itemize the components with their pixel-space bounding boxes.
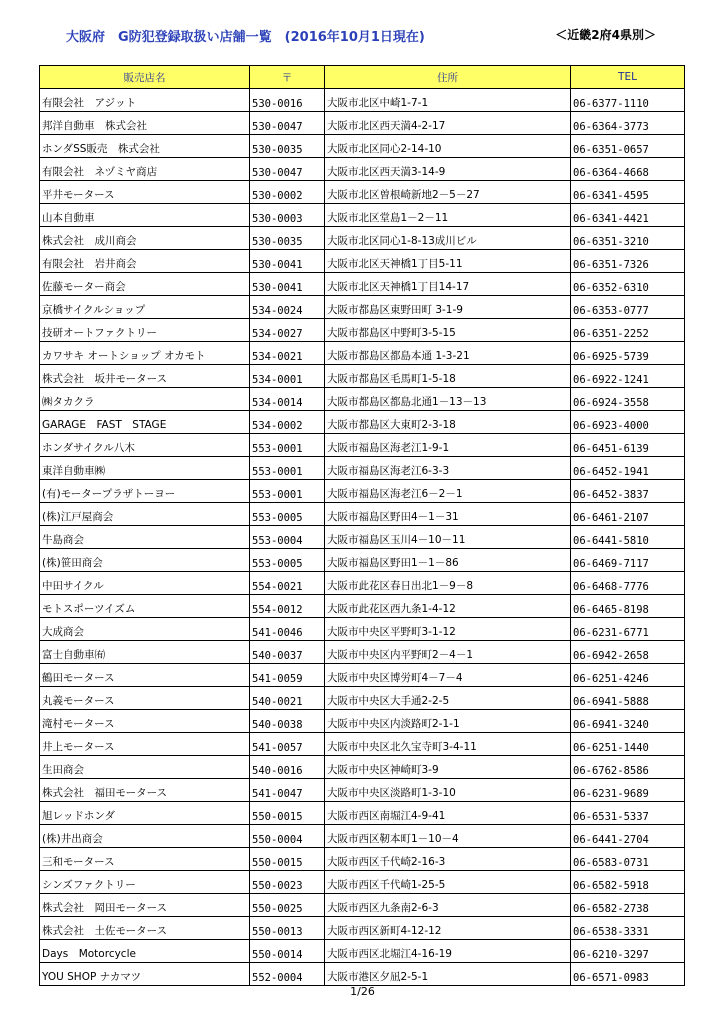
tel-cell: 06-6923-4000: [571, 411, 685, 434]
store-name-cell: 東洋自動車㈱: [40, 457, 250, 480]
store-name-cell: Days Motorcycle: [40, 940, 250, 963]
tel-cell: 06-6352-6310: [571, 273, 685, 296]
postal-code-cell: 553-0004: [250, 526, 325, 549]
address-cell: 大阪市福島区海老江6－2－1: [325, 480, 571, 503]
tel-cell: 06-6922-1241: [571, 365, 685, 388]
address-cell: 大阪市中央区平野町3-1-12: [325, 618, 571, 641]
table-row: [40, 963, 685, 986]
postal-code-cell: 530-0002: [250, 181, 325, 204]
address-cell: 大阪市北区同心2-14-10: [325, 135, 571, 158]
tel-cell: 06-6465-8198: [571, 595, 685, 618]
tel-cell: 06-6353-0777: [571, 296, 685, 319]
address-cell: 大阪市此花区西九条1-4-12: [325, 595, 571, 618]
address-cell: 大阪市西区千代崎2-16-3: [325, 848, 571, 871]
tel-cell: 06-6531-5337: [571, 802, 685, 825]
tel-cell: 06-6341-4421: [571, 204, 685, 227]
table-row: [40, 411, 685, 434]
store-name-cell: 井上モータース: [40, 733, 250, 756]
address-cell: 大阪市北区天神橋1丁目5-11: [325, 250, 571, 273]
address-cell: 大阪市北区天神橋1丁目14-17: [325, 273, 571, 296]
store-name-cell: 有限会社 ネヅミヤ商店: [40, 158, 250, 181]
table-row: [40, 112, 685, 135]
address-cell: 大阪市福島区野田1－1－86: [325, 549, 571, 572]
postal-code-cell: 530-0003: [250, 204, 325, 227]
tel-cell: 06-6341-4595: [571, 181, 685, 204]
store-name-cell: ㈱タカクラ: [40, 388, 250, 411]
address-cell: 大阪市北区中崎1-7-1: [325, 89, 571, 112]
address-cell: 大阪市北区同心1-8-13成川ビル: [325, 227, 571, 250]
tel-cell: 06-6231-9689: [571, 779, 685, 802]
postal-code-cell: 540-0037: [250, 641, 325, 664]
table-row: [40, 733, 685, 756]
address-cell: 大阪市中央区内淡路町2-1-1: [325, 710, 571, 733]
postal-code-cell: 540-0021: [250, 687, 325, 710]
address-cell: 大阪市此花区春日出北1－9－8: [325, 572, 571, 595]
postal-code-cell: 552-0004: [250, 963, 325, 986]
tel-cell: 06-6468-7776: [571, 572, 685, 595]
tel-cell: 06-6441-2704: [571, 825, 685, 848]
tel-cell: 06-6377-1110: [571, 89, 685, 112]
tel-cell: 06-6364-4668: [571, 158, 685, 181]
postal-code-cell: 553-0005: [250, 549, 325, 572]
table-row: [40, 549, 685, 572]
address-cell: 大阪市中央区大手通2-2-5: [325, 687, 571, 710]
address-cell: 大阪市都島区都島本通 1-3-21: [325, 342, 571, 365]
postal-code-cell: 530-0035: [250, 227, 325, 250]
table-row: [40, 595, 685, 618]
table-row: [40, 664, 685, 687]
postal-code-cell: 554-0012: [250, 595, 325, 618]
postal-code-cell: 540-0016: [250, 756, 325, 779]
table-row: [40, 779, 685, 802]
store-name-cell: 三和モータース: [40, 848, 250, 871]
store-name-cell: 邦洋自動車 株式会社: [40, 112, 250, 135]
tel-cell: 06-6582-5918: [571, 871, 685, 894]
store-name-cell: ホンダSS販売 株式会社: [40, 135, 250, 158]
table-row: [40, 871, 685, 894]
store-name-cell: GARAGE FAST STAGE: [40, 411, 250, 434]
address-cell: 大阪市中央区内平野町2－4－1: [325, 641, 571, 664]
address-cell: 大阪市北区西天満4-2-17: [325, 112, 571, 135]
tel-cell: 06-6452-3837: [571, 480, 685, 503]
column-header-address: 住所: [325, 66, 571, 89]
address-cell: 大阪市西区南堀江4-9-41: [325, 802, 571, 825]
postal-code-cell: 541-0057: [250, 733, 325, 756]
postal-code-cell: 550-0013: [250, 917, 325, 940]
tel-cell: 06-6351-3210: [571, 227, 685, 250]
table-row: [40, 894, 685, 917]
tel-cell: 06-6571-0983: [571, 963, 685, 986]
postal-code-cell: 553-0001: [250, 480, 325, 503]
store-name-cell: 株式会社 成川商会: [40, 227, 250, 250]
postal-code-cell: 530-0041: [250, 273, 325, 296]
postal-code-cell: 550-0004: [250, 825, 325, 848]
address-cell: 大阪市北区西天満3-14-9: [325, 158, 571, 181]
postal-code-cell: 530-0041: [250, 250, 325, 273]
address-cell: 大阪市西区靭本町1－10－4: [325, 825, 571, 848]
address-cell: 大阪市都島区都島北通1－13－13: [325, 388, 571, 411]
tel-cell: 06-6351-7326: [571, 250, 685, 273]
table-row: [40, 618, 685, 641]
table-row: [40, 89, 685, 112]
tel-cell: 06-6351-0657: [571, 135, 685, 158]
postal-code-cell: 550-0015: [250, 802, 325, 825]
address-cell: 大阪市西区千代崎1-25-5: [325, 871, 571, 894]
table-row: [40, 365, 685, 388]
postal-code-cell: 534-0002: [250, 411, 325, 434]
tel-cell: 06-6941-5888: [571, 687, 685, 710]
store-name-cell: 丸義モータース: [40, 687, 250, 710]
postal-code-cell: 553-0001: [250, 434, 325, 457]
table-row: [40, 181, 685, 204]
table-row: [40, 135, 685, 158]
store-name-cell: モトスポーツイズム: [40, 595, 250, 618]
store-name-cell: 山本自動車: [40, 204, 250, 227]
table-row: [40, 204, 685, 227]
address-cell: 大阪市都島区大東町2-3-18: [325, 411, 571, 434]
table-row: [40, 940, 685, 963]
address-cell: 大阪市中央区北久宝寺町3-4-11: [325, 733, 571, 756]
postal-code-cell: 541-0046: [250, 618, 325, 641]
store-name-cell: (株)江戸屋商会: [40, 503, 250, 526]
address-cell: 大阪市都島区中野町3-5-15: [325, 319, 571, 342]
postal-code-cell: 541-0047: [250, 779, 325, 802]
store-name-cell: (有)モータープラザトーヨー: [40, 480, 250, 503]
tel-cell: 06-6364-3773: [571, 112, 685, 135]
address-cell: 大阪市西区新町4-12-12: [325, 917, 571, 940]
tel-cell: 06-6461-2107: [571, 503, 685, 526]
postal-code-cell: 534-0027: [250, 319, 325, 342]
store-name-cell: 滝村モータース: [40, 710, 250, 733]
postal-code-cell: 530-0016: [250, 89, 325, 112]
address-cell: 大阪市北区曽根崎新地2－5－27: [325, 181, 571, 204]
tel-cell: 06-6452-1941: [571, 457, 685, 480]
store-name-cell: カワサキ オートショップ オカモト: [40, 342, 250, 365]
table-row: [40, 526, 685, 549]
tel-cell: 06-6251-1440: [571, 733, 685, 756]
store-name-cell: 佐藤モーター商会: [40, 273, 250, 296]
address-cell: 大阪市西区九条南2-6-3: [325, 894, 571, 917]
address-cell: 大阪市北区堂島1－2－11: [325, 204, 571, 227]
tel-cell: 06-6762-8586: [571, 756, 685, 779]
tel-cell: 06-6210-3297: [571, 940, 685, 963]
address-cell: 大阪市都島区東野田町 3-1-9: [325, 296, 571, 319]
tel-cell: 06-6451-6139: [571, 434, 685, 457]
postal-code-cell: 550-0014: [250, 940, 325, 963]
store-name-cell: 牛島商会: [40, 526, 250, 549]
tel-cell: 06-6924-3558: [571, 388, 685, 411]
store-name-cell: YOU SHOP ナカマツ: [40, 963, 250, 986]
table-row: [40, 342, 685, 365]
store-name-cell: (株)笹田商会: [40, 549, 250, 572]
postal-code-cell: 534-0021: [250, 342, 325, 365]
store-name-cell: 中田サイクル: [40, 572, 250, 595]
page-header: [66, 26, 656, 46]
table-row: [40, 572, 685, 595]
store-name-cell: 京橋サイクルショップ: [40, 296, 250, 319]
table-row: [40, 641, 685, 664]
table-row: [40, 250, 685, 273]
table-row: [40, 687, 685, 710]
table-row: [40, 756, 685, 779]
store-name-cell: 平井モータース: [40, 181, 250, 204]
page-number: 1/26: [350, 985, 375, 998]
store-name-cell: 株式会社 福田モータース: [40, 779, 250, 802]
address-cell: 大阪市福島区海老江1-9-1: [325, 434, 571, 457]
postal-code-cell: 550-0025: [250, 894, 325, 917]
postal-code-cell: 534-0024: [250, 296, 325, 319]
address-cell: 大阪市福島区玉川4－10－11: [325, 526, 571, 549]
store-name-cell: 有限会社 岩井商会: [40, 250, 250, 273]
store-name-cell: ホンダサイクル八木: [40, 434, 250, 457]
store-name-cell: シンズファクトリー: [40, 871, 250, 894]
store-name-cell: 大成商会: [40, 618, 250, 641]
address-cell: 大阪市都島区毛馬町1-5-18: [325, 365, 571, 388]
postal-code-cell: 530-0035: [250, 135, 325, 158]
address-cell: 大阪市中央区淡路町1-3-10: [325, 779, 571, 802]
table-row: [40, 802, 685, 825]
postal-code-cell: 553-0001: [250, 457, 325, 480]
table-row: [40, 158, 685, 181]
address-cell: 大阪市中央区博労町4－7－4: [325, 664, 571, 687]
postal-code-cell: 534-0001: [250, 365, 325, 388]
address-cell: 大阪市港区夕凪2-5-1: [325, 963, 571, 986]
tel-cell: 06-6942-2658: [571, 641, 685, 664]
store-name-cell: 株式会社 土佐モータース: [40, 917, 250, 940]
table-row: [40, 503, 685, 526]
table-row: [40, 227, 685, 250]
column-header-tel: TEL: [571, 66, 685, 89]
column-header-postal-code: 〒: [250, 66, 325, 89]
tel-cell: 06-6538-3331: [571, 917, 685, 940]
store-name-cell: 技研オートファクトリー: [40, 319, 250, 342]
postal-code-cell: 534-0014: [250, 388, 325, 411]
postal-code-cell: 553-0005: [250, 503, 325, 526]
postal-code-cell: 550-0015: [250, 848, 325, 871]
tel-cell: 06-6251-4246: [571, 664, 685, 687]
address-cell: 大阪市福島区海老江6-3-3: [325, 457, 571, 480]
table-row: [40, 273, 685, 296]
table-row: [40, 388, 685, 411]
table-row: [40, 710, 685, 733]
table-header-row: [40, 66, 685, 89]
tel-cell: 06-6469-7117: [571, 549, 685, 572]
table-row: [40, 825, 685, 848]
store-name-cell: 株式会社 岡田モータース: [40, 894, 250, 917]
store-name-cell: 鶴田モータース: [40, 664, 250, 687]
store-table: [39, 65, 685, 986]
table-row: [40, 319, 685, 342]
store-name-cell: 生田商会: [40, 756, 250, 779]
tel-cell: 06-6925-5739: [571, 342, 685, 365]
postal-code-cell: 554-0021: [250, 572, 325, 595]
table-row: [40, 848, 685, 871]
page-title: 大阪府 G防犯登録取扱い店舗一覧 (2016年10月1日現在): [66, 30, 425, 45]
table-row: [40, 480, 685, 503]
store-name-cell: 富士自動車㈲: [40, 641, 250, 664]
postal-code-cell: 530-0047: [250, 112, 325, 135]
table-row: [40, 434, 685, 457]
tel-cell: 06-6231-6771: [571, 618, 685, 641]
store-name-cell: 有限会社 アジット: [40, 89, 250, 112]
tel-cell: 06-6441-5810: [571, 526, 685, 549]
tel-cell: 06-6351-2252: [571, 319, 685, 342]
tel-cell: 06-6941-3240: [571, 710, 685, 733]
postal-code-cell: 541-0059: [250, 664, 325, 687]
table-body: [40, 89, 685, 986]
address-cell: 大阪市西区北堀江4-16-19: [325, 940, 571, 963]
address-cell: 大阪市福島区野田4－1－31: [325, 503, 571, 526]
store-name-cell: 旭レッドホンダ: [40, 802, 250, 825]
postal-code-cell: 530-0047: [250, 158, 325, 181]
column-header-store-name: 販売店名: [40, 66, 250, 89]
tel-cell: 06-6583-0731: [571, 848, 685, 871]
region-label: ＜近畿2府4県別＞: [555, 28, 656, 42]
store-name-cell: (株)井出商会: [40, 825, 250, 848]
postal-code-cell: 550-0023: [250, 871, 325, 894]
postal-code-cell: 540-0038: [250, 710, 325, 733]
table-row: [40, 917, 685, 940]
table-row: [40, 296, 685, 319]
store-name-cell: 株式会社 坂井モータース: [40, 365, 250, 388]
table-row: [40, 457, 685, 480]
tel-cell: 06-6582-2738: [571, 894, 685, 917]
address-cell: 大阪市中央区神崎町3-9: [325, 756, 571, 779]
